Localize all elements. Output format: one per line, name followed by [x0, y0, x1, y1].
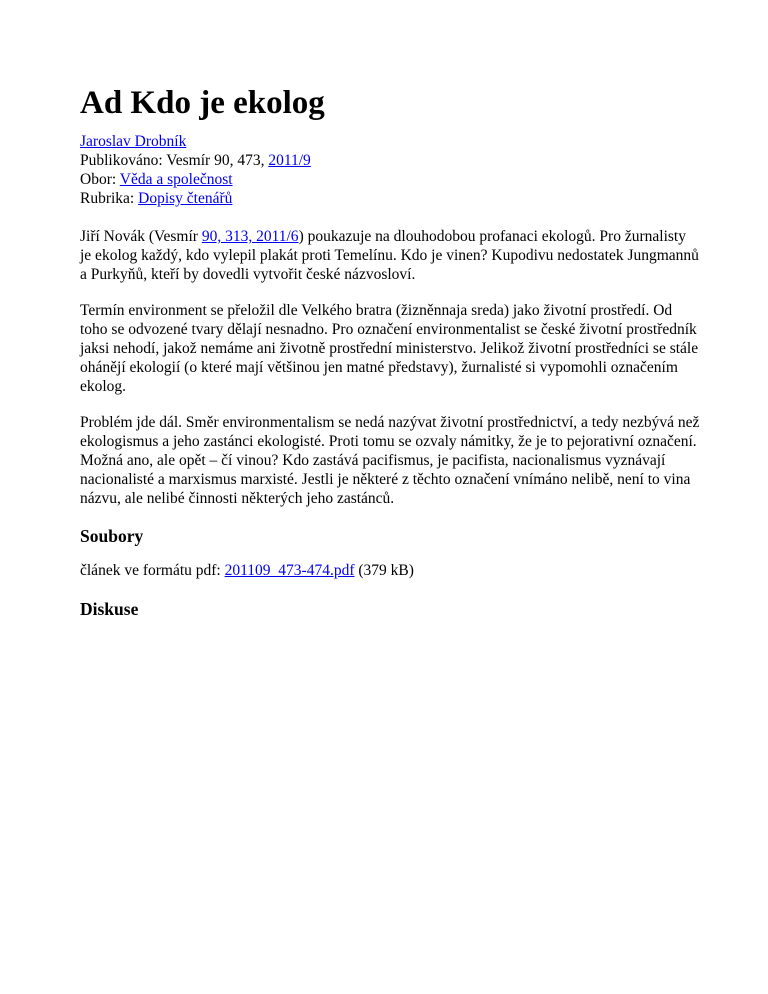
rubric-line: [80, 189, 700, 208]
files-text: článek ve formátu pdf:: [80, 562, 221, 579]
published-text: Vesmír 90, 473,: [166, 152, 265, 169]
discussion-heading: Diskuse: [80, 599, 139, 619]
field-label: Obor:: [80, 171, 117, 188]
rubric-link[interactable]: Dopisy čtenářů: [138, 190, 233, 207]
p1-after: ) poukazuje na dlouhodobou profanaci ekologů. Pro žurnalisty je ekolog každý, kdo vylepil plakát proti Temelínu. Kdo je vinen? Kupodivu nedostatek Jungmannů a Purkyňů, kteří by dovedli vytvořit české názvosloví.: [80, 228, 699, 283]
paragraph-2: Termín environment se přeložil dle Velkého bratra (žizněnnaja sreda) jako životní prostředí. Od toho se odvozené tvary dělají nesnadno. Pro označení environmentalist se české životní prostředník jaksi nehodí, jakož nemáme ani životně prostřední ministerstvo. Jelikož životní prostředníci se stále ohánějí ekologií (o které mají většinou jen matné představy), žurnalisté si vypomohli označením ekolog.: [80, 302, 699, 395]
published-line: [80, 151, 700, 170]
field-link[interactable]: Věda a společnost: [119, 171, 233, 188]
published-label: Publikováno:: [80, 152, 163, 169]
paragraph-1: [80, 227, 700, 284]
field-line: [80, 170, 700, 189]
author-line: [80, 132, 700, 151]
reference-link[interactable]: 90, 313, 2011/6: [201, 228, 299, 245]
pdf-link[interactable]: 201109_473-474.pdf: [224, 562, 355, 579]
files-line: [80, 561, 700, 580]
p1-before: Jiří Novák (Vesmír: [80, 228, 198, 245]
paragraph-3: Problém jde dál. Směr environmentalism se nedá nazývat životní prostřednictví, a tedy nezbývá než ekologismus a jeho zastánci ekologisté. Proti tomu se ozvaly námitky, že je to pejorativní označení. Možná ano, ale opět – čí vinou? Kdo zastává pacifismus, je pacifista, nacionalismus vyznávají nacionalisté a marxismus marxisté. Jestli je některé z těchto označení vnímáno nelibě, není to vina názvu, ale nelibé činnosti některých jeho zastánců.: [80, 414, 700, 507]
page-title: Ad Kdo je ekolog: [80, 85, 325, 121]
article-meta: [80, 132, 700, 208]
author-link[interactable]: Jaroslav Drobník: [80, 133, 187, 150]
file-size: (379 kB): [358, 562, 414, 579]
issue-link[interactable]: 2011/9: [268, 152, 311, 169]
rubric-label: Rubrika:: [80, 190, 135, 207]
files-heading: Soubory: [80, 526, 144, 546]
